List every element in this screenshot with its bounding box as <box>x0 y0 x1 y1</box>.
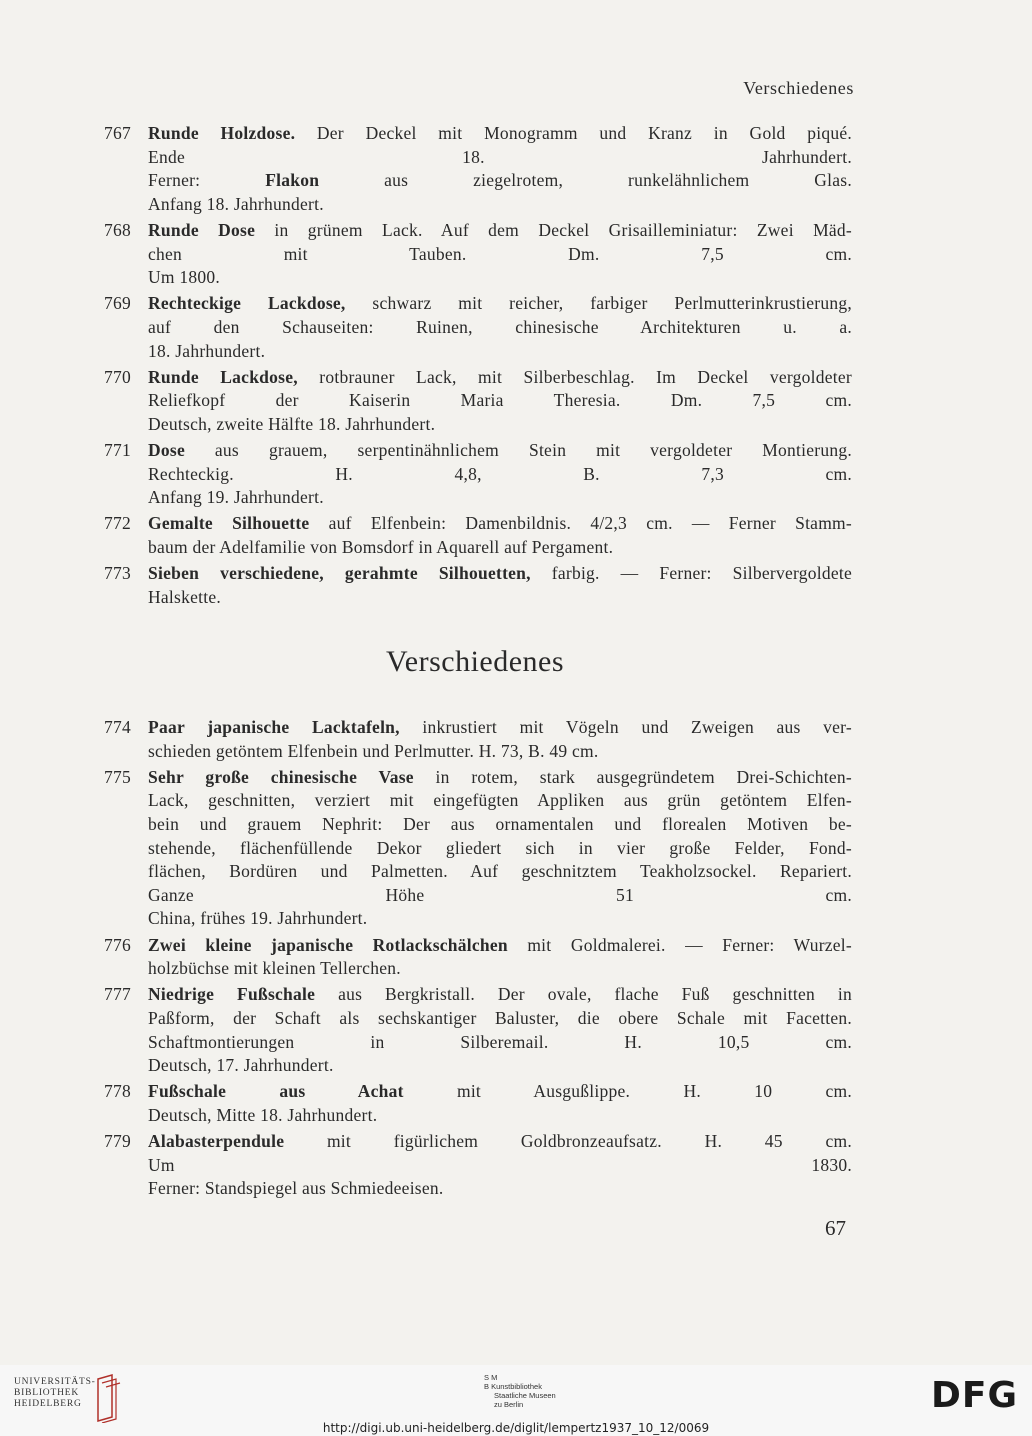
entry-line <box>148 740 852 764</box>
item-title: Dose <box>148 440 185 461</box>
entry-number: 774 <box>104 717 131 737</box>
item-text: mit Ausgußlippe. H. 10 cm. <box>403 1081 853 1102</box>
digitization-footer <box>0 1365 1032 1436</box>
item-text: rotbrauner Lack, mit Silberbeschlag. Im Deckel vergoldeter <box>297 366 853 387</box>
catalog-entry <box>104 934 852 981</box>
item-text: Deutsch, 17. Jahrhundert. <box>148 1055 334 1076</box>
entry-number: 769 <box>104 293 131 314</box>
item-text: holzbüchse mit kleinen Tellerchen. <box>148 958 401 979</box>
entry-line <box>148 1080 852 1104</box>
item-title: Runde Dose <box>148 219 256 240</box>
item-text: schwarz mit reicher, farbiger Perlmutterinkrustierung, <box>345 293 852 314</box>
entry-line <box>148 716 852 740</box>
item-text: 18. Jahrhundert. <box>148 340 266 361</box>
entry-line <box>148 907 852 931</box>
item-text: China, frühes 19. Jahrhundert. <box>148 908 368 929</box>
item-text: in grünem Lack. Auf dem Deckel Grisailleminiatur: Zwei Mäd- <box>255 219 852 240</box>
item-text: aus Bergkristall. Der ovale, flache Fuß geschnitten in <box>315 984 852 1005</box>
entry-line <box>148 486 852 510</box>
item-title: Alabasterpendule <box>148 1131 285 1152</box>
item-text: Um 1830. <box>148 1154 852 1175</box>
entry-line <box>148 146 852 170</box>
entry-line <box>148 1054 852 1078</box>
entry-line <box>148 366 852 390</box>
library-line: UNIVERSITÄTS- <box>14 1377 96 1387</box>
source-url-link[interactable]: http://digi.ub.uni-heidelberg.de/diglit/lempertz1937_10_12/0069 <box>322 1421 710 1435</box>
entry-line <box>148 122 852 146</box>
entry-line <box>148 837 852 861</box>
item-title: Gemalte Silhouette <box>148 513 310 534</box>
section-title: Verschiedenes <box>385 645 565 678</box>
catalog-entry <box>104 219 852 290</box>
item-title: Fußschale aus Achat <box>148 1081 404 1102</box>
item-title: Sehr große chinesische Vase <box>148 766 414 787</box>
item-text: Halskette. <box>148 586 221 607</box>
item-text: bein und grauem Nephrit: Der aus ornamentalen und florealen Motiven be- <box>148 813 852 834</box>
entry-line <box>148 389 852 413</box>
item-text: Ferner: Standspiegel aus Schmiedeeisen. <box>148 1178 444 1199</box>
item-text: in rotem, stark ausgegründetem Drei-Schichten- <box>413 766 853 787</box>
entry-line <box>148 439 852 463</box>
library-mark-icon <box>92 1373 124 1428</box>
item-text: Um 1800. <box>148 267 220 288</box>
entry-line <box>148 934 852 958</box>
entry-line <box>148 536 852 560</box>
item-text: Ganze Höhe 51 cm. <box>148 884 852 905</box>
entry-number: 778 <box>104 1081 131 1102</box>
catalog-entry <box>104 292 852 363</box>
entry-line <box>148 586 852 610</box>
item-text: aus grauem, serpentinähnlichem Stein mit vergoldeter Montierung. <box>184 440 852 461</box>
catalog-entry <box>104 983 852 1077</box>
museum-line: Staatliche Museen <box>494 1391 556 1400</box>
catalog-entry <box>104 766 852 931</box>
item-text: Ferner: <box>148 170 266 191</box>
item-text: farbig. — Ferner: Silbervergoldete <box>530 563 852 584</box>
item-text: aus ziegelrotem, runkelähnlichem Glas. <box>319 170 852 191</box>
item-text: Schaftmontierungen in Silberemail. H. 10,5 cm. <box>148 1031 852 1052</box>
item-text: mit figürlichem Goldbronzeaufsatz. H. 45 cm. <box>284 1131 852 1152</box>
catalog-entry <box>104 562 852 609</box>
item-text: Ende 18. Jahrhundert. <box>148 146 852 167</box>
entries-after-section <box>104 716 852 1203</box>
entry-line <box>148 562 852 586</box>
entry-line <box>148 1007 852 1031</box>
entry-line <box>148 1031 852 1055</box>
entry-line <box>148 463 852 487</box>
item-text: Reliefkopf der Kaiserin Maria Theresia. Dm. 7,5 cm. <box>148 390 852 411</box>
item-text: inkrustiert mit Vögeln und Zweigen aus ver- <box>399 717 852 737</box>
entry-line <box>148 957 852 981</box>
item-title: Rechteckige Lackdose, <box>148 293 346 314</box>
item-title: Paar japanische Lacktafeln, <box>148 717 400 737</box>
item-text: auf Elfenbein: Damenbildnis. 4/2,3 cm. — Ferner Stamm- <box>309 513 852 534</box>
entry-line <box>148 860 852 884</box>
entry-line <box>148 1104 852 1128</box>
item-text: Rechteckig. H. 4,8, B. 7,3 cm. <box>148 463 852 484</box>
entry-number: 777 <box>104 984 131 1005</box>
catalog-entry <box>104 1080 852 1127</box>
catalog-entry <box>104 716 852 763</box>
item-text: Paßform, der Schaft als sechskantiger Baluster, die obere Schale mit Facetten. <box>148 1007 852 1028</box>
entry-number: 772 <box>104 513 131 534</box>
entry-line <box>148 766 852 790</box>
entry-number: 768 <box>104 219 131 240</box>
item-text: stehende, flächenfüllende Dekor gliedert sich in vier große Felder, Fond- <box>148 837 852 858</box>
entry-line <box>148 813 852 837</box>
item-title: Sieben verschiedene, gerahmte Silhouetten, <box>148 563 531 584</box>
entry-line <box>148 413 852 437</box>
item-text: Lack, geschnitten, verziert mit eingefügten Appliken aus grün getöntem Elfen- <box>148 790 852 811</box>
page-number: 67 <box>825 1216 846 1240</box>
item-title: Runde Lackdose, <box>148 366 298 387</box>
item-text: Deutsch, zweite Hälfte 18. Jahrhundert. <box>148 413 436 434</box>
entry-line <box>148 169 852 193</box>
entry-line <box>148 340 852 364</box>
entries-before-section <box>104 122 852 612</box>
item-text: schieden getöntem Elfenbein und Perlmutter. H. 73, B. 49 cm. <box>148 740 599 761</box>
library-logo-text <box>14 1377 96 1410</box>
entry-line <box>148 316 852 340</box>
catalog-entry <box>104 439 852 510</box>
item-text: Anfang 18. Jahrhundert. <box>148 193 324 214</box>
entry-line <box>148 1130 852 1154</box>
entry-line <box>148 512 852 536</box>
entry-number: 773 <box>104 563 131 584</box>
running-head: Verschiedenes <box>743 78 854 98</box>
entry-line <box>148 789 852 813</box>
entry-line <box>148 243 852 267</box>
dfg-logo: DFG <box>930 1375 1018 1416</box>
catalog-entry <box>104 1130 852 1201</box>
entry-number: 779 <box>104 1131 131 1152</box>
catalog-entry <box>104 366 852 437</box>
library-line: HEIDELBERG <box>14 1399 82 1409</box>
entry-line <box>148 1154 852 1178</box>
museum-line: S M <box>484 1373 498 1382</box>
entry-line <box>148 983 852 1007</box>
item-text: baum der Adelfamilie von Bomsdorf in Aquarell auf Pergament. <box>148 537 614 558</box>
item-title: Niedrige Fußschale <box>148 984 316 1005</box>
entry-number: 776 <box>104 934 131 955</box>
catalog-entry <box>104 122 852 216</box>
museum-line: zu Berlin <box>494 1400 524 1409</box>
item-text: chen mit Tauben. Dm. 7,5 cm. <box>148 243 852 264</box>
item-title: Flakon <box>265 170 320 191</box>
item-text: Anfang 19. Jahrhundert. <box>148 487 324 508</box>
entry-line <box>148 219 852 243</box>
item-text: Deutsch, Mitte 18. Jahrhundert. <box>148 1104 378 1125</box>
entry-line <box>148 1177 852 1201</box>
item-title: Runde Holzdose. <box>148 123 296 143</box>
item-text: auf den Schauseiten: Ruinen, chinesische Architekturen u. a. <box>148 316 852 337</box>
entry-number: 771 <box>104 440 131 461</box>
entry-line <box>148 266 852 290</box>
item-text: mit Goldmalerei. — Ferner: Wurzel- <box>507 934 853 955</box>
entry-number: 770 <box>104 366 131 387</box>
item-title: Zwei kleine japanische Rotlackschälchen <box>148 934 508 955</box>
entry-line <box>148 884 852 908</box>
museum-credit <box>484 1373 556 1409</box>
catalog-entry <box>104 512 852 559</box>
entry-number: 775 <box>104 766 131 787</box>
item-text: Der Deckel mit Monogramm und Kranz in Gold piqué. <box>295 123 852 143</box>
entry-number: 767 <box>104 123 131 143</box>
item-text: flächen, Bordüren und Palmetten. Auf geschnitztem Teakholzsockel. Repariert. <box>148 861 852 882</box>
entry-line <box>148 193 852 217</box>
library-line: BIBLIOTHEK <box>14 1388 79 1398</box>
museum-line: B Kunstbibliothek <box>484 1382 542 1391</box>
entry-line <box>148 292 852 316</box>
